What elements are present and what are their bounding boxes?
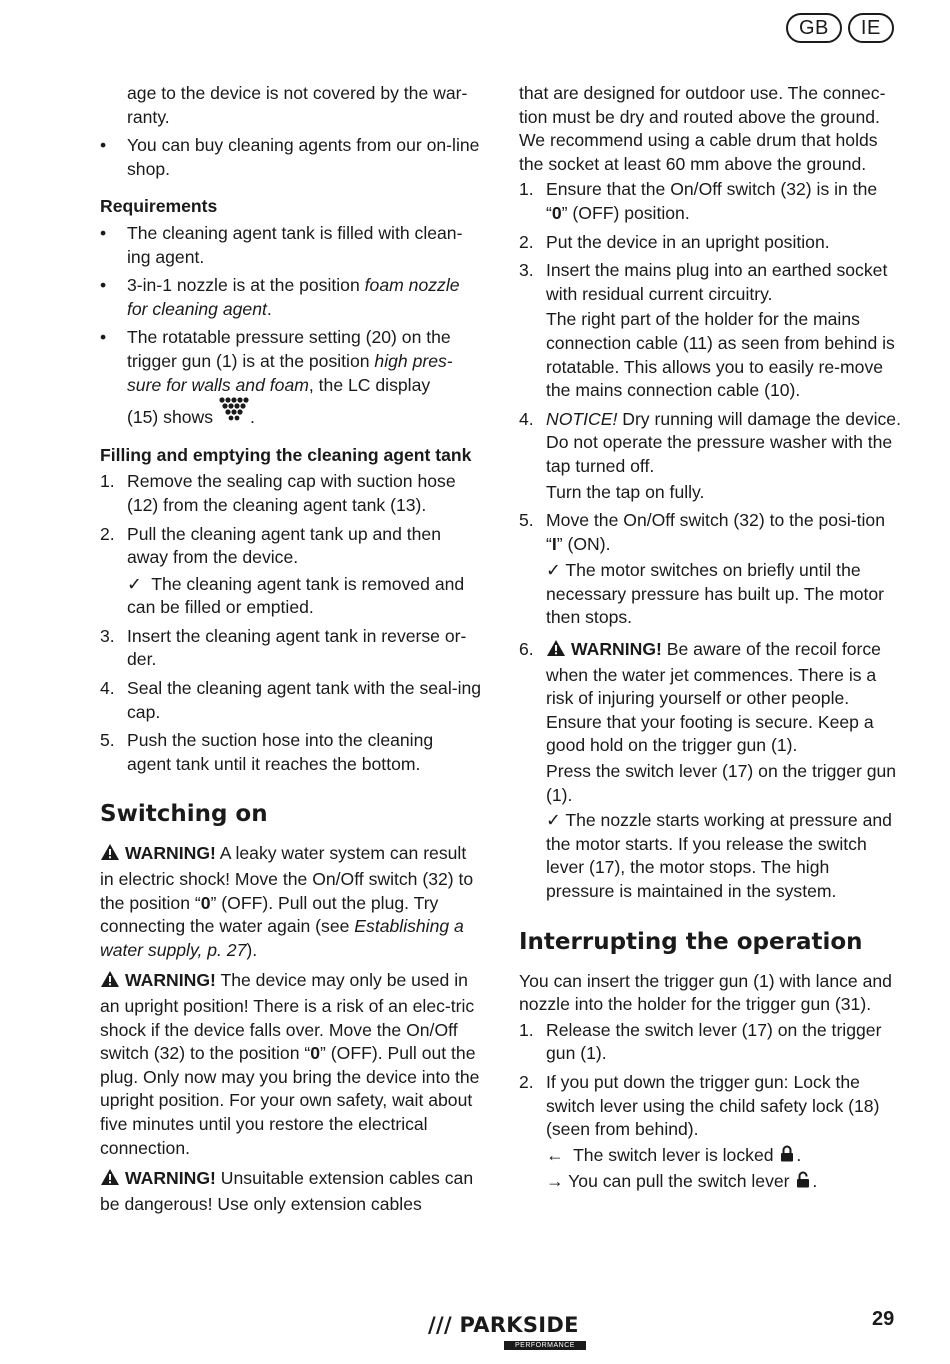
- warning-label: WARNING!: [125, 1168, 216, 1189]
- text: A leaky water system can result in electric shock! Move the On/Off switch (32) to the position “: [100, 843, 474, 913]
- step-3-continuation: The right part of the holder for the mains connection cable (11) as seen from behind is rotatable. This allows you to easily re-move the mains connection cable (10).: [546, 309, 895, 401]
- list-text: [546, 178, 901, 225]
- list-number: 1.: [519, 1019, 534, 1040]
- result-text: The motor switches on briefly until the necessary pressure has built up. The motor then stops.: [546, 560, 885, 628]
- lang-badge-ie: IE: [848, 13, 894, 43]
- warning-upright: [100, 969, 482, 1160]
- list-item-fill-2: [100, 523, 482, 570]
- bold-text: 0: [551, 202, 562, 223]
- text: .: [796, 1144, 802, 1165]
- list-number: 4.: [100, 678, 115, 699]
- list-item-fill-3: [100, 625, 482, 672]
- italic-text: NOTICE!: [546, 408, 618, 429]
- list-item-req-3: [100, 326, 482, 429]
- list-number: 1.: [519, 179, 534, 200]
- text: ” (ON).: [556, 533, 611, 554]
- list-text: Release the switch lever (17) on the trigger gun (1).: [546, 1019, 882, 1064]
- list-number: 4.: [519, 408, 534, 429]
- result-text: The cleaning agent tank is removed and can be filled or emptied.: [127, 573, 465, 618]
- list-text: [546, 638, 901, 758]
- warning-icon: [100, 970, 120, 995]
- page-number: 29: [872, 1308, 895, 1330]
- list-number: 5.: [100, 730, 115, 751]
- list-item-step-4: [519, 408, 901, 479]
- result-unlocked: [519, 1170, 901, 1195]
- list-text: Remove the sealing cap with suction hose (12) from the cleaning agent tank (13).: [127, 471, 456, 515]
- bullet: •: [100, 222, 107, 243]
- list-text: Seal the cleaning agent tank with the seal-ing cap.: [127, 678, 482, 722]
- list-item-step-5: [519, 509, 901, 556]
- result-step-5: [519, 559, 901, 630]
- italic-text: high pres-sure for walls and foam: [127, 350, 453, 395]
- list-number: 5.: [519, 510, 534, 531]
- check-icon: ✓: [546, 560, 561, 581]
- result-text: The switch lever is locked: [573, 1144, 774, 1165]
- step-4-continuation: Turn the tap on fully.: [546, 481, 705, 502]
- text: (15) shows: [127, 407, 214, 428]
- text: ” (OFF). Pull out the plug. Try connecting the water again (see: [100, 892, 439, 937]
- heading-switching-on: Switching on: [100, 801, 268, 828]
- result-step-6: [519, 809, 901, 903]
- result-text: You can pull the switch lever: [568, 1171, 790, 1192]
- text: Move the On/Off switch (32) to the posi-tion “: [546, 510, 885, 554]
- list-item-step-1: [519, 178, 901, 225]
- language-badges: [786, 13, 894, 43]
- text: Ensure that the On/Off switch (32) is in the “: [546, 179, 878, 223]
- list-text: Put the device in an upright position.: [546, 231, 830, 252]
- italic-text: foam nozzle for cleaning agent: [127, 275, 460, 319]
- list-item-fill-1: [100, 470, 482, 517]
- paragraph-holder: You can insert the trigger gun (1) with lance and nozzle into the holder for the trigger gun (31).: [519, 970, 892, 1015]
- lock-open-icon: [796, 1171, 810, 1195]
- foam-spray-icon: [218, 397, 250, 430]
- right-column: [519, 82, 901, 1195]
- footer-logo: [428, 1313, 586, 1350]
- bullet: •: [100, 135, 107, 156]
- warning-icon: [100, 1168, 120, 1193]
- heading-filling: Filling and emptying the cleaning agent tank: [100, 444, 472, 465]
- list-text: Insert the cleaning agent tank in reverse or-der.: [127, 625, 467, 670]
- text: The device may only be used in an upright position! There is a risk of an elec-tric shock if the device falls over. Move the On/Off switch (32) to the position “: [100, 970, 475, 1064]
- bullet: •: [100, 327, 107, 348]
- list-item-req-1: [100, 222, 482, 269]
- list-text: [546, 509, 901, 556]
- list-item-step-2: [519, 231, 901, 255]
- text: Be aware of the recoil force when the water jet commences. There is a risk of injuring yourself or other people. Ensure that your footing is secure. Keep a good hold on the trigger gun (1).: [546, 639, 881, 756]
- result-text: The nozzle starts working at pressure and the motor starts. If you release the switch lever (17), the motor stops. The high pressure is maintained in the system.: [546, 810, 892, 901]
- heading-interrupting: Interrupting the operation: [519, 928, 863, 955]
- list-number: 2.: [519, 231, 534, 252]
- text: 3-in-1 nozzle is at the position: [127, 275, 365, 296]
- list-item-interrupt-1: [519, 1019, 901, 1066]
- lock-closed-icon: [780, 1145, 794, 1169]
- warning-label: WARNING!: [125, 843, 216, 864]
- text: Dry running will damage the device. Do not operate the pressure washer with the tap turned off.: [546, 408, 901, 476]
- list-text: The cleaning agent tank is filled with clean-ing agent.: [127, 222, 463, 267]
- list-number: 3.: [519, 260, 534, 281]
- list-number: 2.: [100, 523, 115, 544]
- list-number: 6.: [519, 639, 534, 660]
- result-locked: [519, 1144, 901, 1169]
- warning-extension-cables: [100, 1167, 482, 1216]
- list-item-fill-5: [100, 729, 482, 776]
- paragraph-outdoor-cables: that are designed for outdoor use. The connec-tion must be dry and routed above the ground. We recommend using a cable drum that holds the socket at least 60 mm above the ground.: [519, 83, 886, 174]
- bold-text: 0: [310, 1043, 321, 1064]
- result-fill-2: [100, 573, 482, 620]
- text: , the LC display: [308, 374, 431, 395]
- paragraph-warranty: age to the device is not covered by the war-ranty.: [127, 83, 468, 127]
- brand-sub: PERFORMANCE: [504, 1341, 586, 1350]
- warning-label: WARNING!: [125, 970, 216, 991]
- text: ” (OFF). Pull out the plug. Only now may you bring the device into the upright position. For your own safety, wait about five minutes until you restore the electrical connection.: [100, 1043, 480, 1158]
- list-text: You can buy cleaning agents from our on-line shop.: [127, 135, 480, 179]
- text: Unsuitable extension cables can be dangerous! Use only extension cables: [100, 1168, 474, 1214]
- list-item-interrupt-2: [519, 1071, 901, 1142]
- list-item-req-2: [100, 274, 482, 321]
- list-item-shop: [100, 134, 482, 181]
- warning-label: WARNING!: [571, 639, 662, 660]
- brand-logo: /// PARKSIDE: [428, 1313, 579, 1337]
- arrow-left-icon: ←: [546, 1144, 564, 1165]
- arrow-right-icon: →: [546, 1171, 564, 1192]
- check-icon: ✓: [127, 573, 142, 594]
- list-text: [546, 408, 901, 479]
- list-text: Push the suction hose into the cleaning agent tank until it reaches the bottom.: [127, 730, 434, 774]
- list-item-step-6: [519, 638, 901, 758]
- list-text: Pull the cleaning agent tank up and then away from the device.: [127, 523, 441, 568]
- list-text: [127, 326, 482, 429]
- warning-leaky-water: [100, 842, 482, 962]
- check-icon: ✓: [546, 810, 561, 831]
- text: ).: [246, 939, 258, 960]
- lang-badge-gb: GB: [786, 13, 842, 43]
- list-text: Insert the mains plug into an earthed socket with residual current circuitry.: [546, 260, 888, 304]
- list-item-fill-4: [100, 677, 482, 724]
- list-text: If you put down the trigger gun: Lock the switch lever using the child safety lock (18) (seen from behind).: [546, 1071, 880, 1140]
- list-text: [127, 274, 482, 321]
- list-number: 1.: [100, 471, 115, 492]
- bullet: •: [100, 275, 107, 296]
- text: .: [812, 1171, 818, 1192]
- text: The rotatable pressure setting (20) on the trigger gun (1) is at the position: [127, 327, 451, 371]
- warning-icon: [100, 843, 120, 868]
- text: ” (OFF) position.: [561, 202, 690, 223]
- heading-requirements: Requirements: [100, 196, 218, 217]
- bold-text: I: [551, 533, 557, 554]
- left-column: [100, 82, 482, 1216]
- text: .: [249, 407, 255, 428]
- step-6-continuation: Press the switch lever (17) on the trigger gun (1).: [546, 761, 897, 805]
- list-number: 2.: [519, 1071, 534, 1092]
- warning-icon: [546, 639, 566, 664]
- list-item-step-3: [519, 259, 901, 306]
- list-number: 3.: [100, 625, 115, 646]
- bold-text: 0: [200, 892, 211, 913]
- italic-text: Establishing a water supply, p. 27: [100, 916, 464, 960]
- text: .: [266, 298, 272, 319]
